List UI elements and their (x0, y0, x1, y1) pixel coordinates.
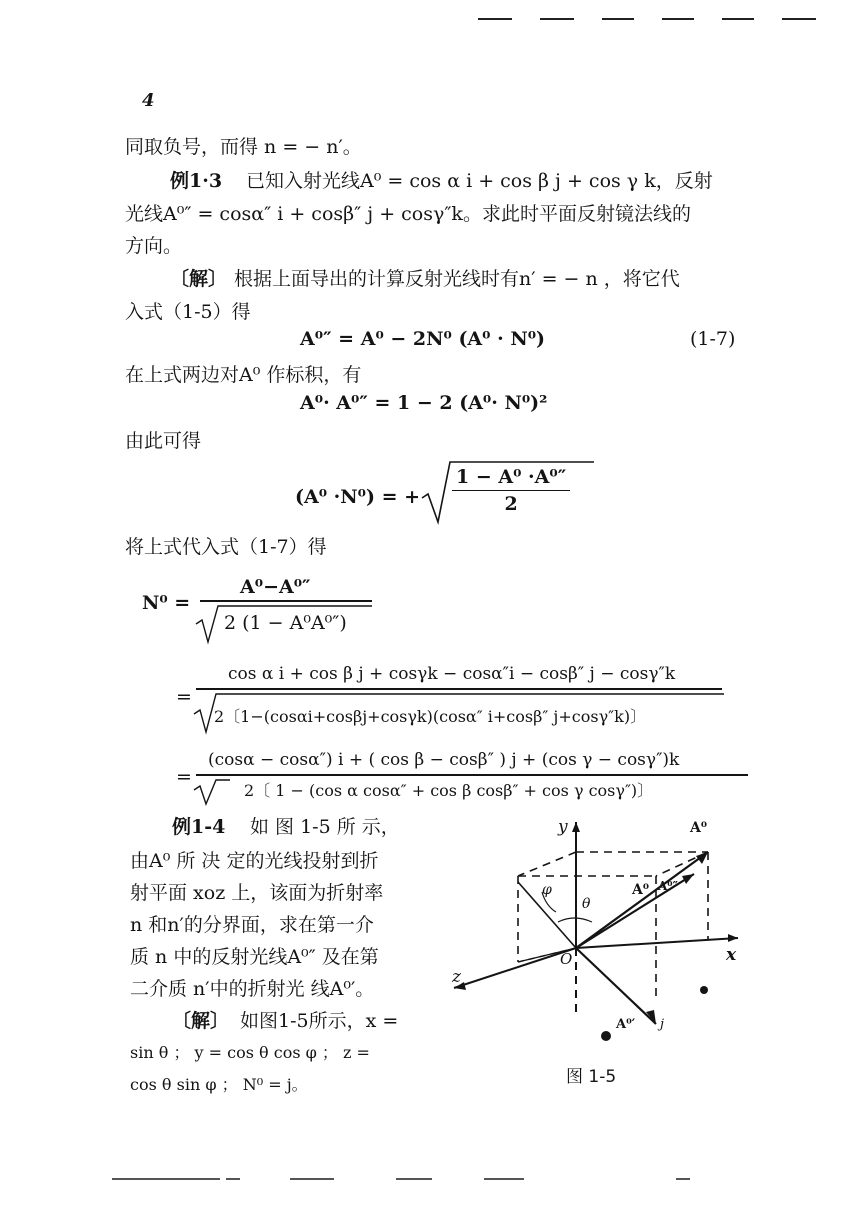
fig-label-phi: φ (542, 882, 552, 898)
solution-label: 〔解〕 (172, 1010, 230, 1032)
text-line: cos θ sin φ ； N⁰ = j。 (130, 1075, 308, 1094)
fig-label-a0: A⁰ (632, 882, 649, 898)
text-line: 在上式两边对A⁰ 作标积，有 (125, 364, 362, 386)
n0-numerator-1: A⁰−A⁰″ (240, 576, 311, 598)
header-rule-segment (782, 18, 816, 20)
example-label: 例1·3 (170, 170, 223, 192)
footer-rule-segment (290, 1178, 334, 1180)
sqrt-sign (192, 776, 232, 806)
equation-scalar: A⁰· A⁰″ = 1 − 2 (A⁰· N⁰)² (300, 392, 548, 414)
equation-an-left: (A⁰ ·N⁰) = + (295, 486, 421, 508)
fraction: $\frac{\text{1 − A⁰ ·A⁰″}}{2}$ (452, 466, 570, 515)
text-line: 同取负号，而得 n = − n′。 (125, 136, 362, 158)
example-label: 例1-4 (172, 816, 226, 838)
fig-label-y: y (558, 817, 568, 837)
equation-1-7: A⁰″ = A⁰ − 2N⁰ (A⁰ · N⁰) (300, 328, 546, 350)
text-line: 方向。 (125, 235, 183, 257)
equal-sign: = (176, 766, 192, 788)
fig-label-a0pp: A⁰″ (658, 879, 678, 893)
text-line: 如图1-5所示，x = (240, 1010, 399, 1032)
n0-denominator-3: 2〔 1 − (cos α cosα″ + cos β cosβ″ + cos γ cosγ″)〕 (244, 781, 654, 800)
header-rule-segment (540, 18, 574, 20)
header-rule-segment (478, 18, 512, 20)
text-line: 由A⁰ 所 决 定的光线投射到折 (130, 850, 379, 872)
page-number: 4 (142, 90, 155, 111)
equation-number: (1-7) (690, 328, 736, 350)
text-line: 二介质 n′中的折射光 线A⁰′。 (130, 978, 375, 1000)
n0-numerator-2: cos α i + cos β j + cosγk − cosα″i − cosβ″ j − cosγ″k (228, 664, 676, 684)
n0-denominator-2: 2〔1−(cosαi+cosβj+cosγk)(cosα″ i+cosβ″ j+cosγ″k)〕 (214, 707, 647, 726)
text-line: n 和n′的分界面，求在第一介 (130, 914, 374, 936)
fig-label-j: j (660, 1017, 665, 1032)
text-line: 入式（1-5）得 (125, 301, 251, 323)
header-rule-segment (602, 18, 634, 20)
text-line: 根据上面导出的计算反射光线时有n′ = − n ，将它代 (234, 268, 680, 290)
footer-rule-segment (112, 1178, 220, 1180)
footer-rule-segment (484, 1178, 524, 1180)
fraction-bar (196, 774, 748, 776)
fig-label-theta: θ (582, 896, 591, 912)
n0-numerator-3: (cosα − cosα″) i + ( cos β − cosβ″ ) j + (cos γ − cosγ″)k (208, 750, 680, 770)
text-line: 射平面 xoz 上，该面为折射率 (130, 882, 384, 904)
fig-label-a0p: A⁰′ (616, 1017, 636, 1032)
solution-label: 〔解〕 (170, 268, 228, 290)
text-line: 由此可得 (125, 430, 202, 452)
footer-rule-segment (676, 1178, 690, 1180)
fig-label-top: A⁰ (690, 820, 707, 836)
header-rule-segment (662, 18, 694, 20)
text-line: 光线A⁰″ = cosα″ i + cosβ″ j + cosγ″k。求此时平面反射镜法线的 (125, 203, 691, 225)
figure-1-5 (446, 812, 776, 1042)
text-line: 将上式代入式（1-7）得 (125, 536, 327, 558)
fig-label-z: z (452, 967, 461, 987)
footer-rule-segment (226, 1178, 240, 1180)
fig-label-x: x (726, 945, 737, 965)
header-rule-segment (722, 18, 754, 20)
n0-left: N⁰ = (142, 592, 191, 614)
n0-denominator-1: 2 (1 − A⁰A⁰″) (224, 612, 347, 634)
text-line: 质 n 中的反射光线A⁰″ 及在第 (130, 946, 379, 968)
text-line: 已知入射光线A⁰ = cos α i + cos β j + cos γ k，反射 (246, 170, 713, 192)
fig-label-o: O (560, 950, 573, 968)
text-line: sin θ ； y = cos θ cos φ ； z = (130, 1043, 370, 1062)
equal-sign: = (176, 686, 192, 708)
figure-caption: 图 1-5 (566, 1067, 617, 1087)
text-line: 如 图 1-5 所 示， (250, 816, 400, 838)
footer-rule-segment (396, 1178, 432, 1180)
